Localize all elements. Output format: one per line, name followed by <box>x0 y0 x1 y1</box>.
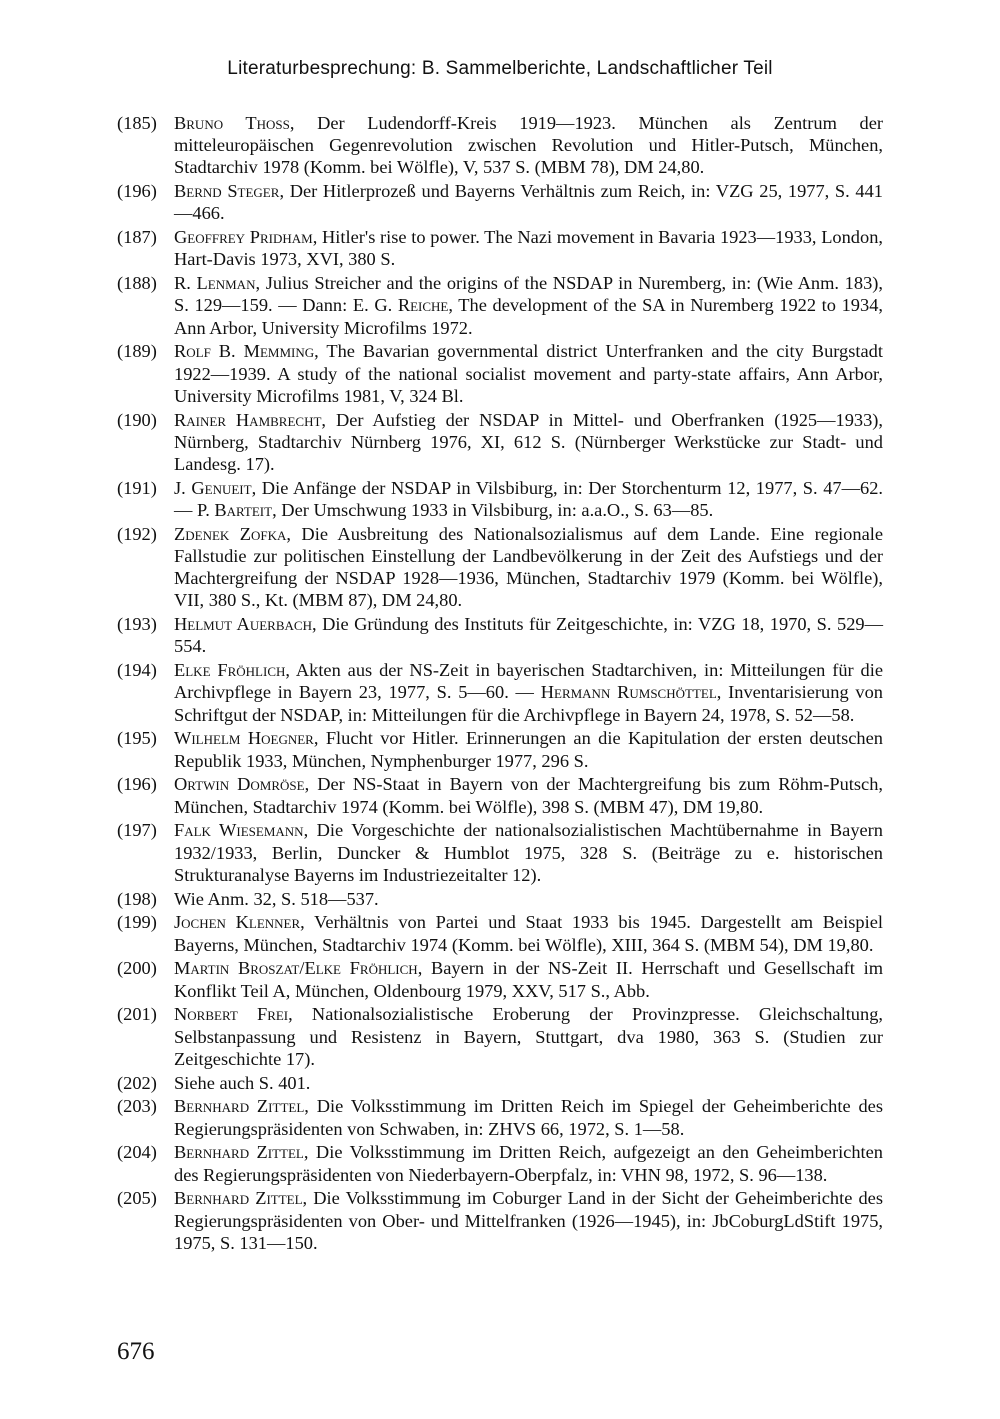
reference-body: , The development of the SA in Nuremberg 1922 to 1934, Ann Arbor, University Microfilms 1972. <box>174 295 883 338</box>
reference-text <box>174 1003 883 1070</box>
reference-author: Ortwin Domröse <box>174 774 305 795</box>
reference-author: Hermann Rumschöttel <box>540 682 717 703</box>
reference-text <box>174 180 883 224</box>
reference-number: (198) <box>117 888 157 909</box>
reference-body: , The Bavarian governmental district Unterfranken and the city Burgstadt 1922—1939. A study of the national socialist movement and party-state affairs, Ann Arbor, University Microfilms 1981, V, 324 Bl. <box>174 341 883 406</box>
reference-body: , Die Volksstimmung im Dritten Reich im Spiegel der Geheimberichte des Regierungspräsidenten von Schwaben, in: ZHVS 66, 1972, S. 1—58. <box>174 1096 883 1139</box>
reference-entry <box>117 888 883 910</box>
reference-entry <box>117 1003 883 1070</box>
reference-author: Rolf B. Memming <box>174 341 315 362</box>
reference-author: Elke Fröhlich <box>174 660 286 681</box>
reference-number: (185) <box>117 113 157 133</box>
reference-number: (190) <box>117 409 157 430</box>
reference-entry <box>117 112 883 179</box>
reference-number: (200) <box>117 958 157 979</box>
reference-entry <box>117 523 883 612</box>
running-header: Literaturbesprechung: B. Sammelberichte, Landschaftlicher Teil <box>227 58 773 79</box>
reference-entry <box>117 272 883 339</box>
reference-body: , Der NS-Staat in Bayern von der Machtergreifung bis zum Röhm-Putsch, München, Stadtarchiv 1974 (Komm. bei Wölfle), 398 S. (MBM 47), DM 19,80. <box>174 774 884 817</box>
reference-number: (201) <box>117 1004 157 1025</box>
reference-number: (194) <box>117 660 157 681</box>
reference-entry <box>117 180 883 224</box>
reference-author: E. G. Reiche <box>352 295 449 316</box>
reference-body: , Die Anfänge der NSDAP in Vilsbiburg, in: Der Storchenturm 12, 1977, S. 47—62. — <box>174 477 884 521</box>
reference-author: Falk Wiesemann <box>174 820 304 841</box>
reference-author: Helmut Auerbach <box>174 614 312 635</box>
reference-number: (202) <box>117 1072 157 1093</box>
reference-number: (188) <box>117 273 157 294</box>
reference-author: Bernhard Zittel <box>174 1188 303 1209</box>
reference-text <box>174 911 883 955</box>
reference-text <box>174 659 883 726</box>
reference-text <box>174 1072 883 1094</box>
reference-text <box>174 1141 883 1185</box>
reference-text <box>174 112 883 179</box>
reference-number: (187) <box>117 227 157 248</box>
reference-body: , Hitler's rise to power. The Nazi movement in Bavaria 1923—1933, London, Hart-Davis 1973, XVI, 380 S. <box>174 227 883 270</box>
reference-text <box>174 1095 883 1139</box>
reference-body: , Die Volksstimmung im Dritten Reich, aufgezeigt an den Geheimberichten des Regierungspräsidenten von Niederbayern-Oberpfalz, in: VHN 98, 1972, S. 96—138. <box>174 1142 884 1185</box>
reference-text <box>174 272 883 339</box>
page-number: 676 <box>117 1338 155 1365</box>
reference-body: , Die Ausbreitung des Nationalsozialismus auf dem Lande. Eine regionale Fallstudie zur politischen Einstellung der Landbevölkerung in der Zeit des Aufstiegs und der Machtergreifung der NSDAP 1928—1936, München, Stadtarchiv 1979 (Komm. bei Wölfle), VII, 380 S., Kt. (MBM 87), DM 24,80. <box>174 523 884 611</box>
reference-entry <box>117 1095 883 1139</box>
reference-entry <box>117 340 883 407</box>
reference-number: (196) <box>117 181 157 202</box>
reference-body: , Inventarisierung von Schriftgut der NSDAP, in: Mitteilungen für die Archivpflege in Bayern 24, 1978, S. 52—58. <box>174 682 883 725</box>
reference-body: Wie Anm. 32, S. 518—537. <box>174 888 379 909</box>
reference-text <box>174 727 883 771</box>
reference-text <box>174 819 883 886</box>
reference-entry <box>117 1072 883 1094</box>
reference-number: (193) <box>117 614 157 635</box>
reference-number: (204) <box>117 1142 157 1163</box>
reference-entry <box>117 226 883 270</box>
reference-body: , Der Umschwung 1933 in Vilsbiburg, in: a.a.O., S. 63—85. <box>272 500 714 521</box>
reference-entry <box>117 1141 883 1185</box>
reference-body: , Nationalsozialistische Eroberung der Provinzpresse. Gleichschaltung, Selbstanpassung und Resistenz in Bayern, Stuttgart, dva 1980, 363 S. (Studien zur Zeitgeschichte 17). <box>174 1004 883 1069</box>
reference-text <box>174 409 883 476</box>
reference-text <box>174 523 883 612</box>
reference-author: Rainer Hambrecht <box>174 409 322 430</box>
reference-body: , Die Volksstimmung im Coburger Land in der Sicht der Geheimberichte des Regierungspräsidenten von Ober- und Mittelfranken (1926—1945), in: JbCoburgLdStift 1975, 1975, S. 131—150. <box>174 1188 884 1253</box>
reference-number: (195) <box>117 728 157 749</box>
reference-text <box>174 226 883 270</box>
reference-author: P. Barteit <box>197 500 273 521</box>
reference-author: R. Lenman <box>174 273 256 294</box>
reference-text <box>174 773 883 817</box>
reference-author: Martin Broszat/Elke Fröhlich <box>174 958 418 979</box>
reference-number: (189) <box>117 341 157 362</box>
reference-body: , Julius Streicher and the origins of the NSDAP in Nuremberg, in: (Wie Anm. 183), S. 129—159. — Dann: <box>174 273 883 316</box>
reference-number: (192) <box>117 523 157 544</box>
reference-author: Geoffrey Pridham <box>174 227 313 248</box>
reference-body: , Bayern in der NS-Zeit II. Herrschaft und Gesellschaft im Konflikt Teil A, München, Oldenbourg 1979, XXV, 517 S., Abb. <box>174 958 883 1001</box>
reference-entry <box>117 957 883 1001</box>
reference-number: (191) <box>117 477 157 498</box>
reference-number: (197) <box>117 820 157 841</box>
reference-entry <box>117 1187 883 1254</box>
reference-author: Bernhard Zittel <box>174 1096 305 1117</box>
reference-entry <box>117 659 883 726</box>
reference-body: , Flucht vor Hitler. Erinnerungen an die Kapitulation der ersten deutschen Republik 1933, München, Nymphenburger 1977, 296 S. <box>174 728 883 771</box>
reference-body: , Akten aus der NS-Zeit in bayerischen Stadtarchiven, in: Mitteilungen für die Archivpflege in Bayern 23, 1977, S. 5—60. — <box>174 660 883 703</box>
reference-body: Siehe auch S. 401. <box>174 1072 311 1093</box>
reference-entry <box>117 819 883 886</box>
reference-author: J. Genueit <box>174 477 252 498</box>
reference-entry <box>117 911 883 955</box>
reference-number: (199) <box>117 912 157 933</box>
reference-author: Jochen Klenner <box>174 912 301 933</box>
reference-author: Zdenek Zofka <box>174 523 287 544</box>
reference-number: (205) <box>117 1188 157 1209</box>
reference-body: , Die Gründung des Instituts für Zeitgeschichte, in: VZG 18, 1970, S. 529—554. <box>174 614 883 657</box>
reference-number: (196) <box>117 774 157 795</box>
reference-number: (203) <box>117 1096 157 1117</box>
reference-text <box>174 888 883 910</box>
reference-author: Bernd Steger <box>174 181 280 202</box>
reference-body: , Der Hitlerprozeß und Bayerns Verhältnis zum Reich, in: VZG 25, 1977, S. 441—466. <box>174 181 884 224</box>
reference-entry <box>117 773 883 817</box>
reference-text <box>174 477 883 521</box>
reference-entry <box>117 613 883 657</box>
reference-body: , Die Vorgeschichte der nationalsozialistischen Machtübernahme in Bayern 1932/1933, Berlin, Duncker & Humblot 1975, 328 S. (Beiträge zu e. historischen Strukturanalyse Bayerns im Industriezeitalter 12). <box>174 820 883 885</box>
reference-author: Norbert Frei <box>174 1004 289 1025</box>
reference-text <box>174 957 883 1001</box>
reference-text <box>174 613 883 657</box>
reference-entry <box>117 477 883 521</box>
reference-author: Wilhelm Hoegner <box>174 728 314 749</box>
reference-list <box>117 112 883 1256</box>
reference-text <box>174 1187 883 1254</box>
reference-text <box>174 340 883 407</box>
reference-author: Bruno Thoss <box>174 113 290 133</box>
reference-author: Bernhard Zittel <box>174 1142 304 1163</box>
reference-entry <box>117 409 883 476</box>
reference-body: , Der Aufstieg der NSDAP in Mittel- und Oberfranken (1925—1933), Nürnberg, Stadtarchiv Nürnberg 1976, XI, 612 S. (Nürnberger Werkstücke zur Stadt- und Landesg. 17). <box>174 409 883 475</box>
reference-body: , Verhältnis von Partei und Staat 1933 bis 1945. Dargestellt am Beispiel Bayerns, München, Stadtarchiv 1974 (Komm. bei Wölfle), XIII, 364 S. (MBM 54), DM 19,80. <box>174 912 883 955</box>
reference-body: , Der Ludendorff-Kreis 1919—1923. München als Zentrum der mitteleuropäischen Gegenrevolution zwischen Revolution und Hitler-Putsch, München, Stadtarchiv 1978 (Komm. bei Wölfle), V, 537 S. (MBM 78), DM 24,80. <box>174 113 884 178</box>
reference-entry <box>117 727 883 771</box>
